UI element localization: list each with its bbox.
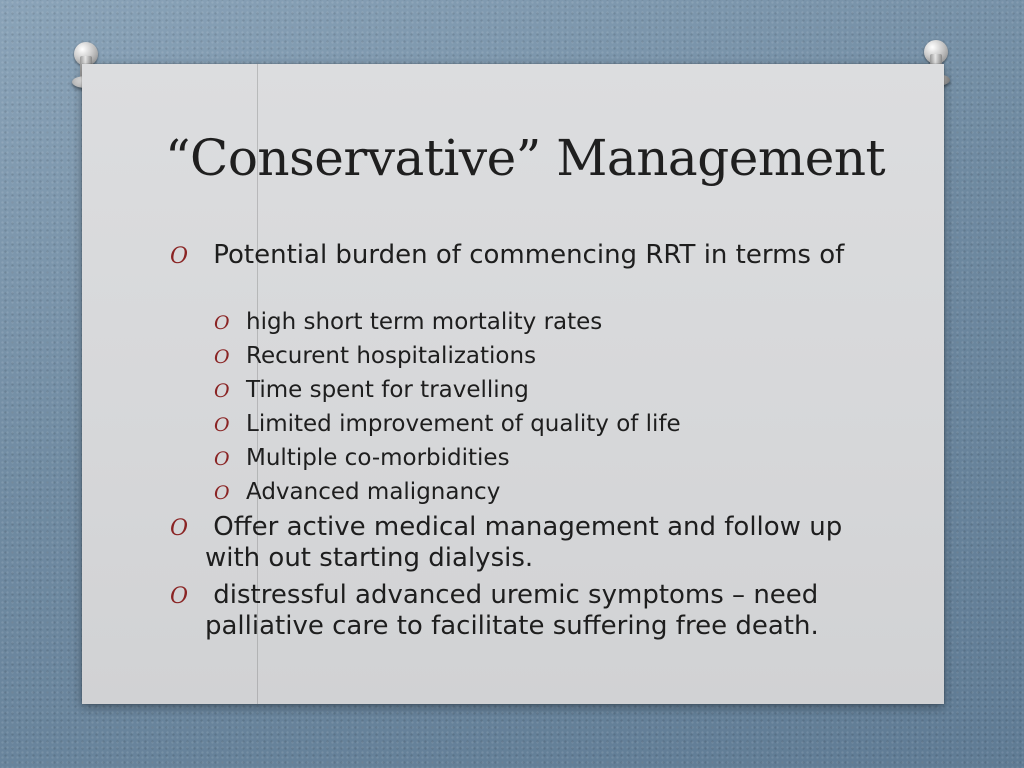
bullet-marker-icon: O [170, 584, 189, 609]
sub-bullet-text: Recurent hospitalizations [246, 343, 537, 369]
sub-bullet-text: Time spent for travelling [246, 377, 529, 403]
bullet-text: Offer active medical management and follow up with out starting dialysis. [205, 512, 851, 573]
bullet-marker-icon: O [214, 414, 230, 436]
sub-bullet-text: high short term mortality rates [246, 309, 603, 335]
bullet-marker-icon: O [170, 516, 189, 541]
sub-bullet-item [214, 410, 866, 438]
sub-bullet-item [214, 342, 866, 370]
sub-bullet-text: Limited improvement of quality of life [246, 411, 681, 437]
sub-bullet-item [214, 478, 866, 506]
sub-bullet-item [214, 376, 866, 404]
bullet-marker-icon: O [214, 380, 230, 402]
sub-bullet-text: Advanced malignancy [246, 479, 501, 505]
bullet-item [170, 240, 885, 271]
sub-bullet-item [214, 444, 866, 472]
bullet-item [170, 580, 885, 642]
bullet-marker-icon: O [214, 448, 230, 470]
bullet-marker-icon: O [214, 312, 230, 334]
bullet-marker-icon: O [170, 244, 189, 269]
slide-title: “Conservative” Management [165, 129, 886, 187]
bullet-text: Potential burden of commencing RRT in terms of [205, 240, 845, 270]
bullet-marker-icon: O [214, 482, 230, 504]
sub-bullet-item [214, 308, 866, 336]
sub-bullet-text: Multiple co-morbidities [246, 445, 510, 471]
bullet-text: distressful advanced uremic symptoms – need palliative care to facilitate suffering free death. [205, 580, 827, 641]
bullet-item [170, 512, 885, 574]
bullet-marker-icon: O [214, 346, 230, 368]
